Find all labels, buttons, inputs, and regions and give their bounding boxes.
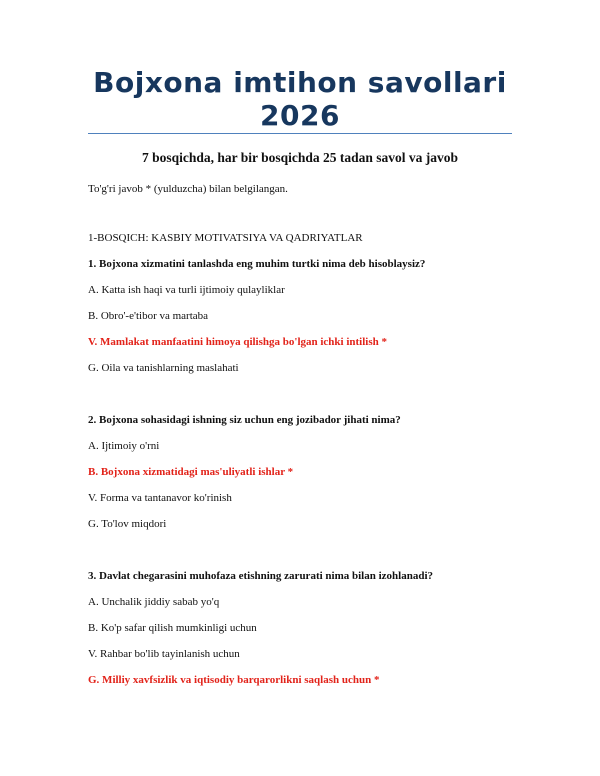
question-1-option-b: B. Obro'-e'tibor va martaba [88,310,209,322]
document-title [88,66,512,132]
question-1: 1. Bojxona xizmatini tanlashda eng muhim turtki nima deb hisoblaysiz? [88,258,426,270]
question-2-option-a: A. Ijtimoiy o'rni [88,440,160,452]
question-2-option-b-correct: B. Bojxona xizmatidagi mas'uliyatli ishlar * [88,466,294,478]
question-2-option-g: G. To'lov miqdori [88,518,167,530]
question-2-option-v: V. Forma va tantanavor ko'rinish [88,492,232,504]
answer-note: To'g'ri javob * (yulduzcha) bilan belgilangan. [88,183,288,195]
question-2: 2. Bojxona sohasidagi ishning siz uchun eng jozibador jihati nima? [88,414,401,426]
title-line-1: Bojxona imtihon savollari [93,66,507,99]
section-heading: 1-BOSQICH: KASBIY MOTIVATSIYA VA QADRIYATLAR [88,232,363,244]
question-3-option-v: V. Rahbar bo'lib tayinlanish uchun [88,648,240,660]
question-1-option-g: G. Oila va tanishlarning maslahati [88,362,239,374]
document-subtitle: 7 bosqichda, har bir bosqichda 25 tadan savol va javob [141,150,459,165]
question-3-option-b: B. Ko'p safar qilish mumkinligi uchun [88,622,257,634]
title-underline [88,133,512,134]
question-3-option-g-correct: G. Milliy xavfsizlik va iqtisodiy barqarorlikni saqlash uchun * [88,674,380,686]
question-3: 3. Davlat chegarasini muhofaza etishning zarurati nima bilan izohlanadi? [88,570,433,582]
question-1-option-a: A. Katta ish haqi va turli ijtimoiy qulayliklar [88,284,285,296]
question-1-option-v-correct: V. Mamlakat manfaatini himoya qilishga bo'lgan ichki intilish * [88,336,387,348]
question-3-option-a: A. Unchalik jiddiy sabab yo'q [88,596,220,608]
title-line-2: 2026 [260,99,340,132]
